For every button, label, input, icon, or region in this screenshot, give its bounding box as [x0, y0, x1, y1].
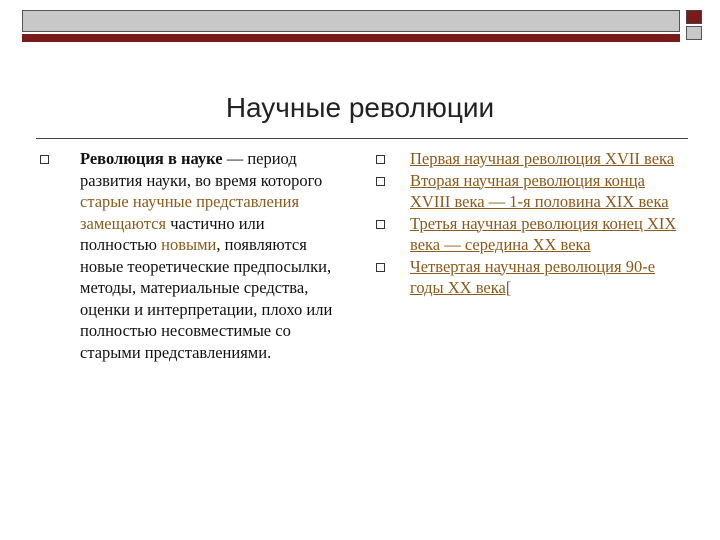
- corner-red-square: [686, 10, 702, 24]
- left-bullet-item: [40, 148, 340, 363]
- revolution-link-3[interactable]: Третья научная революция конец XIX века — середина XX века: [410, 213, 677, 254]
- square-bullet-icon: [376, 220, 385, 229]
- highlight-1: старые научные представления замещаются: [80, 192, 300, 233]
- square-bullet-icon: [376, 177, 385, 186]
- text-part-1: — период развития науки, во время которого: [80, 149, 323, 190]
- revolution-link-4[interactable]: Четвертая научная революция 90-е годы XX века[: [410, 256, 656, 297]
- left-column: [40, 148, 340, 363]
- revolution-link-1[interactable]: Первая научная революция XVII века: [410, 149, 675, 168]
- highlight-2: новыми: [161, 235, 217, 254]
- text-part-2: частично или полностью: [80, 213, 265, 254]
- corner-grey-square: [686, 26, 702, 40]
- slide-title: Научные революции: [225, 92, 495, 123]
- square-bullet-icon: [376, 155, 385, 164]
- right-list-item[interactable]: [376, 148, 686, 170]
- top-decorative-bar: [22, 10, 680, 42]
- right-list-item[interactable]: [376, 256, 686, 299]
- term-bold: Революция в науке: [80, 149, 223, 168]
- top-grey-band: [22, 10, 680, 32]
- text-part-3: , появляются новые теоретические предпосылки, методы, материальные средства, оценки и интерпретации, плохо или полностью несовместимые со старыми представлениями.: [80, 235, 333, 362]
- top-red-band: [22, 34, 680, 42]
- square-bullet-icon: [40, 155, 49, 164]
- square-bullet-icon: [376, 263, 385, 272]
- left-paragraph: [80, 148, 340, 363]
- title-divider: [36, 138, 688, 139]
- right-column: [376, 148, 686, 299]
- revolution-link-2[interactable]: Вторая научная революция конца XVIII века — 1-я половина XIX века: [410, 170, 669, 211]
- right-list-item[interactable]: [376, 213, 686, 256]
- right-list-item[interactable]: [376, 170, 686, 213]
